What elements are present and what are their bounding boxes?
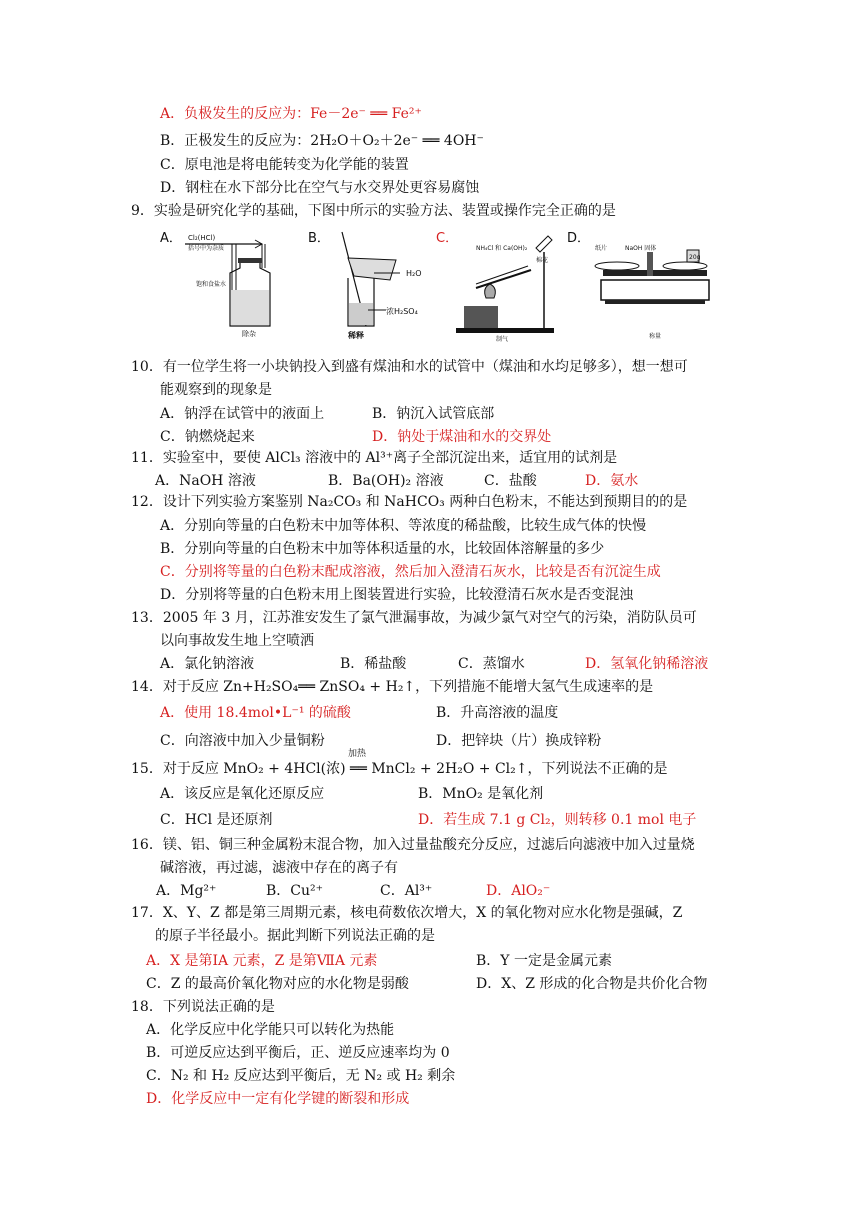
q9-stem: 9．实验是研究化学的基础，下图中所示的实验方法、装置或操作完全正确的是 [131,203,616,219]
figure-d-right-label: NaOH 固体 [625,245,657,252]
q8-option-d: D．钢柱在水下部分比在空气与水交界处更容易腐蚀 [160,180,480,196]
q15-option-b: B．MnO₂ 是氧化剂 [418,786,544,802]
q15-option-c: C．HCl 是还原剂 [160,812,273,828]
q16-stem-line-2: 碱溶液，再过滤，滤液中存在的离子有 [160,860,398,876]
q12-option-c: C．分别将等量的白色粉末配成溶液，然后加入澄清石灰水，比较是否有沉淀生成 [160,564,661,580]
q18-stem: 18．下列说法正确的是 [131,999,275,1015]
figure-b-caption: 稀释 [348,331,364,340]
figure-a-gas-label: Cl₂(HCl) [188,234,216,242]
figure-b-water-label: H₂O [406,269,422,278]
q18-option-b: B．可逆反应达到平衡后，正、逆反应速率均为 0 [146,1045,450,1061]
q18-option-c: C．N₂ 和 H₂ 反应达到平衡后，无 N₂ 或 H₂ 剩余 [146,1068,456,1084]
q16-option-a: A．Mg²⁺ [156,883,217,899]
q11-option-b: B．Ba(OH)₂ 溶液 [328,473,444,489]
q8-option-b: B．正极发生的反应为：2H₂O＋O₂＋2e⁻ ══ 4OH⁻ [160,133,484,149]
q17-stem-line-2: 的原子半径最小。据此判断下列说法正确的是 [155,928,435,944]
q18-option-a: A．化学反应中化学能只可以转化为热能 [146,1022,395,1038]
figure-c-caption: 制气 [496,336,509,343]
q13-option-d: D．氢氧化钠稀溶液 [585,656,709,672]
q10-stem-line-1: 10．有一位学生将一小块钠投入到盛有煤油和水的试管中（煤油和水均足够多），想一想可 [131,359,688,375]
q17-stem-line-1: 17．X、Y、Z 都是第三周期元素，核电荷数依次增大，X 的氧化物对应水化物是强碱，Z [131,905,683,921]
q18-option-d: D．化学反应中一定有化学键的断裂和形成 [146,1091,410,1107]
q13-stem-line-1: 13．2005 年 3 月，江苏淮安发生了氯气泄漏事故，为减少氯气对空气的污染，消防队员可 [131,610,697,626]
q16-stem-line-1: 16．镁、铝、铜三种金属粉末混合物，加入过量盐酸充分反应，过滤后向滤液中加入过量烧 [131,837,695,853]
q17-option-a: A．X 是第ⅠA 元素，Z 是第ⅦA 元素 [146,953,378,969]
figure-c-letter: C． [436,231,459,246]
q10-option-d: D．钠处于煤油和水的交界处 [372,429,552,445]
q8-option-c: C．原电池是将电能转变为化学能的装置 [160,157,409,173]
q10-option-b: B．钠沉入试管底部 [372,406,495,422]
q16-option-c: C．Al³⁺ [380,883,433,899]
figure-a [160,228,300,342]
q15-option-d: D．若生成 7.1 g Cl₂，则转移 0.1 mol 电子 [418,812,697,828]
figure-b-acid-label: 浓H₂SO₄ [386,307,418,316]
figure-c-reagent-label: NH₄Cl 和 Ca(OH)₂ [476,245,528,252]
q10-option-c: C．钠燃烧起来 [160,429,255,445]
q15-stem: 15．对于反应 MnO₂ + 4HCl(浓) ══ MnCl₂ + 2H₂O + Cl₂↑，下列说法不正确的是 [131,761,668,777]
q11-stem: 11．实验室中，要使 AlCl₃ 溶液中的 Al³⁺离子全部沉淀出来，适宜用的试剂是 [131,450,618,466]
q17-option-b: B．Y 一定是金属元素 [476,953,612,969]
figure-a-liquid-label: 饱和食盐水 [196,281,227,288]
q15-condition: 加热 [348,749,367,759]
q8-option-a: A．负极发生的反应为：Fe－2e⁻ ══ Fe²⁺ [160,106,422,122]
figure-b-letter: B． [308,231,330,246]
q16-option-b: B．Cu²⁺ [266,883,324,899]
figure-c-cotton-label: 棉花 [536,257,549,264]
q11-option-a: A．NaOH 溶液 [155,473,256,489]
q13-option-b: B．稀盐酸 [340,656,407,672]
q12-option-d: D．分别将等量的白色粉末用上图装置进行实验，比较澄清石灰水是否变混浊 [160,587,634,603]
figure-d-letter: D． [567,231,591,246]
figure-d-weight-label: 20g [689,254,701,261]
figure-a-caption: 除杂 [242,330,256,338]
q12-option-b: B．分别向等量的白色粉末中加等体积适量的水，比较固体溶解量的多少 [160,541,605,557]
q10-option-a: A．钠浮在试管中的液面上 [160,406,325,422]
figure-a-sub-label: 括号中为杂质 [188,245,225,252]
figure-d-left-label: 纸片 [595,245,608,252]
figure-d-caption: 称量 [649,333,662,340]
q15-option-a: A．该反应是氧化还原反应 [160,786,325,802]
q10-stem-line-2: 能观察到的现象是 [160,382,272,398]
q17-option-d: D．X、Z 形成的化合物是共价化合物 [476,976,708,992]
q12-option-a: A．分别向等量的白色粉末中加等体积、等浓度的稀盐酸，比较生成气体的快慢 [160,518,647,534]
q13-option-c: C．蒸馏水 [458,656,525,672]
q17-option-c: C．Z 的最高价氧化物对应的水化物是弱酸 [146,976,409,992]
q14-option-b: B．升高溶液的温度 [436,705,559,721]
q14-stem: 14．对于反应 Zn+H₂SO₄══ ZnSO₄ + H₂↑，下列措施不能增大氢气生成速率的是 [131,679,654,695]
q12-stem: 12．设计下列实验方案鉴别 Na₂CO₃ 和 NaHCO₃ 两种白色粉末，不能达到预期目的的是 [131,494,688,510]
figure-d [567,228,732,347]
figure-a-letter: A． [160,231,182,246]
q11-option-d: D．氨水 [585,473,639,489]
q13-stem-line-2: 以向事故发生地上空喷洒 [160,633,314,649]
q14-option-d: D．把锌块（片）换成锌粉 [436,733,602,749]
q16-option-d: D．AlO₂⁻ [486,883,551,899]
figure-b [308,228,433,347]
figure-c [436,228,566,347]
q14-option-c: C．向溶液中加入少量铜粉 [160,733,325,749]
q14-option-a: A．使用 18.4mol•L⁻¹ 的硫酸 [160,705,351,721]
q11-option-c: C．盐酸 [484,473,537,489]
q13-option-a: A．氯化钠溶液 [160,656,255,672]
